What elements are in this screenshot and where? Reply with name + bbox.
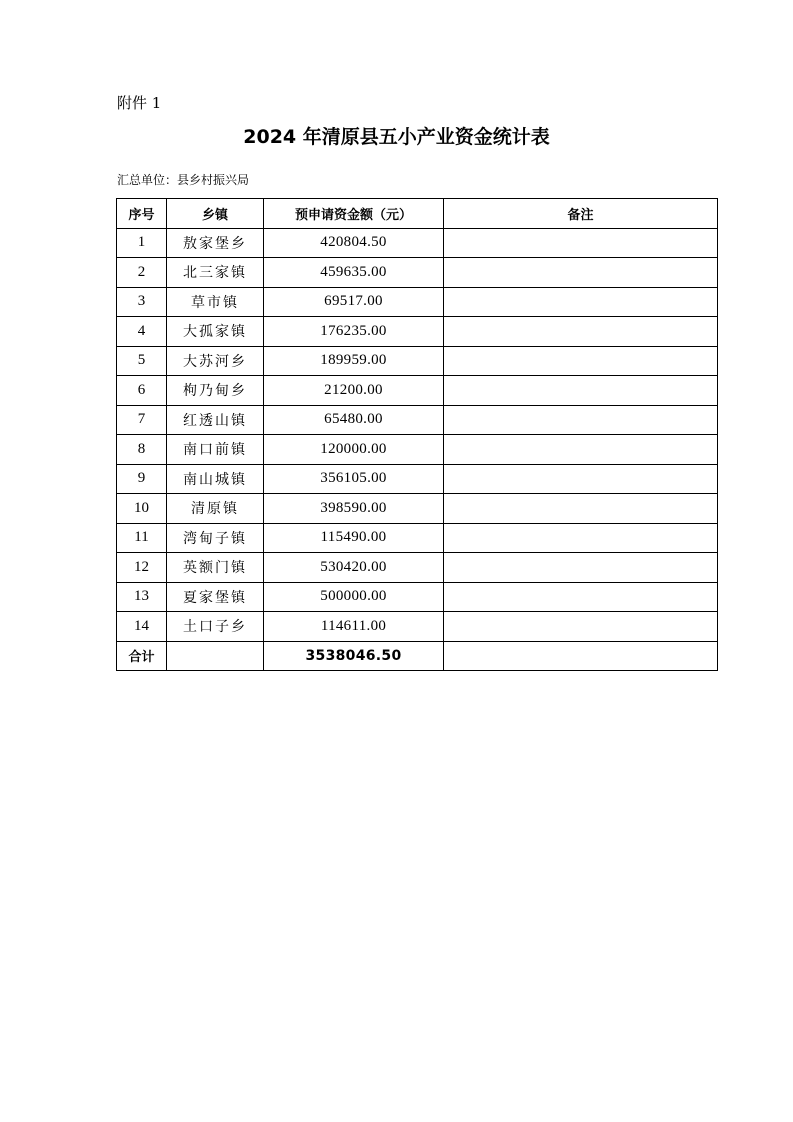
- table-row: [117, 494, 718, 524]
- header-town: 乡镇: [167, 199, 264, 229]
- row-amount: 115490.00: [264, 523, 444, 553]
- row-town: 枸乃甸乡: [167, 376, 264, 406]
- row-town: 大孤家镇: [167, 317, 264, 347]
- row-town: 南口前镇: [167, 435, 264, 465]
- row-note: [444, 376, 718, 406]
- row-amount: 120000.00: [264, 435, 444, 465]
- table-header-row: [117, 199, 718, 229]
- row-note: [444, 287, 718, 317]
- funding-table: [116, 198, 718, 671]
- row-number: 9: [117, 464, 167, 494]
- table-row: [117, 553, 718, 583]
- row-number: 7: [117, 405, 167, 435]
- row-amount: 21200.00: [264, 376, 444, 406]
- row-note: [444, 464, 718, 494]
- row-note: [444, 523, 718, 553]
- row-number: 6: [117, 376, 167, 406]
- row-number: 12: [117, 553, 167, 583]
- header-note: 备注: [444, 199, 718, 229]
- table-row: [117, 287, 718, 317]
- row-amount: 65480.00: [264, 405, 444, 435]
- row-amount: 356105.00: [264, 464, 444, 494]
- row-note: [444, 258, 718, 288]
- row-town: 湾甸子镇: [167, 523, 264, 553]
- table-row: [117, 582, 718, 612]
- row-note: [444, 553, 718, 583]
- row-amount: 420804.50: [264, 228, 444, 258]
- table-row: [117, 317, 718, 347]
- row-amount: 398590.00: [264, 494, 444, 524]
- row-amount: 459635.00: [264, 258, 444, 288]
- row-amount: 114611.00: [264, 612, 444, 642]
- row-number: 10: [117, 494, 167, 524]
- header-no: 序号: [117, 199, 167, 229]
- table-row: [117, 376, 718, 406]
- table-row: [117, 258, 718, 288]
- total-town: [167, 641, 264, 671]
- row-amount: 500000.00: [264, 582, 444, 612]
- row-number: 5: [117, 346, 167, 376]
- row-town: 大苏河乡: [167, 346, 264, 376]
- total-label: 合计: [117, 641, 167, 671]
- row-town: 红透山镇: [167, 405, 264, 435]
- row-note: [444, 228, 718, 258]
- attachment-label: 附件 1: [117, 94, 162, 112]
- row-amount: 530420.00: [264, 553, 444, 583]
- table-row: [117, 228, 718, 258]
- row-number: 1: [117, 228, 167, 258]
- row-town: 南山城镇: [167, 464, 264, 494]
- header-amount: 预申请资金额（元）: [264, 199, 444, 229]
- row-number: 2: [117, 258, 167, 288]
- total-note: [444, 641, 718, 671]
- table-row: [117, 435, 718, 465]
- table-row: [117, 523, 718, 553]
- row-note: [444, 317, 718, 347]
- table-row: [117, 405, 718, 435]
- row-amount: 189959.00: [264, 346, 444, 376]
- table-row: [117, 612, 718, 642]
- row-town: 土口子乡: [167, 612, 264, 642]
- summary-unit: 汇总单位：县乡村振兴局: [117, 173, 250, 187]
- row-number: 3: [117, 287, 167, 317]
- table-row: [117, 464, 718, 494]
- row-note: [444, 612, 718, 642]
- row-number: 14: [117, 612, 167, 642]
- row-amount: 176235.00: [264, 317, 444, 347]
- row-town: 北三家镇: [167, 258, 264, 288]
- document-title: 2024 年清原县五小产业资金统计表: [243, 126, 550, 148]
- row-note: [444, 435, 718, 465]
- row-number: 4: [117, 317, 167, 347]
- table-row: [117, 346, 718, 376]
- total-row: [117, 641, 718, 671]
- row-note: [444, 405, 718, 435]
- row-note: [444, 346, 718, 376]
- row-number: 8: [117, 435, 167, 465]
- row-town: 草市镇: [167, 287, 264, 317]
- row-town: 英额门镇: [167, 553, 264, 583]
- row-number: 11: [117, 523, 167, 553]
- row-town: 夏家堡镇: [167, 582, 264, 612]
- row-note: [444, 582, 718, 612]
- row-number: 13: [117, 582, 167, 612]
- row-town: 清原镇: [167, 494, 264, 524]
- row-amount: 69517.00: [264, 287, 444, 317]
- total-amount: 3538046.50: [264, 641, 444, 671]
- row-note: [444, 494, 718, 524]
- row-town: 敖家堡乡: [167, 228, 264, 258]
